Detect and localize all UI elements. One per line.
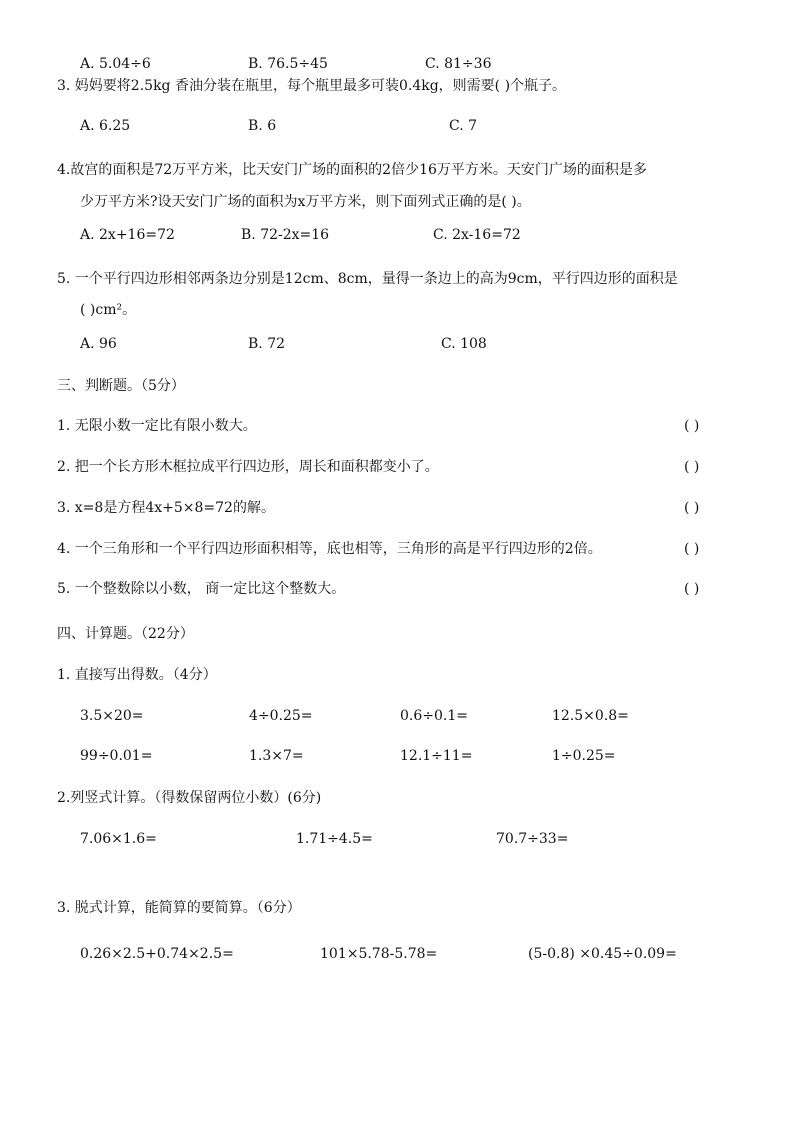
stepwise-calc-item: (5-0.8) ×0.45÷0.09= bbox=[528, 946, 677, 962]
calc-sub2-title: 2.列竖式计算。（得数保留两位小数）(6分) bbox=[57, 790, 322, 806]
judge-answer-5[interactable]: ( ) bbox=[684, 581, 700, 597]
q3-option-b: B. 6 bbox=[248, 118, 277, 134]
q3-option-c: C. 7 bbox=[449, 118, 478, 134]
q3-option-a: A. 6.25 bbox=[80, 118, 131, 134]
q2-option-c: C. 81÷36 bbox=[425, 56, 492, 72]
oral-calc-item: 1÷0.25= bbox=[552, 748, 616, 764]
judge-answer-4[interactable]: ( ) bbox=[684, 541, 700, 557]
judge-answer-3[interactable]: ( ) bbox=[684, 500, 700, 516]
vertical-calc-item: 70.7÷33= bbox=[496, 831, 569, 847]
section3-title: 三、判断题。（5分） bbox=[57, 378, 185, 394]
q4-text-line2: 少万平方米?设天安门广场的面积为x万平方米，则下面列式正确的是( )。 bbox=[80, 194, 531, 210]
oral-calc-item: 12.5×0.8= bbox=[552, 708, 629, 724]
q2-option-a: A. 5.04÷6 bbox=[80, 56, 151, 72]
oral-calc-item: 1.3×7= bbox=[249, 748, 304, 764]
stepwise-calc-item: 0.26×2.5+0.74×2.5= bbox=[80, 946, 234, 962]
oral-calc-item: 12.1÷11= bbox=[400, 748, 473, 764]
q4-option-c: C. 2x-16=72 bbox=[433, 227, 521, 243]
q5-option-b: B. 72 bbox=[248, 336, 286, 352]
q3-text: 3. 妈妈要将2.5kg 香油分装在瓶里，每个瓶里最多可装0.4kg，则需要( )个瓶子。 bbox=[57, 78, 567, 94]
calc-sub1-title: 1. 直接写出得数。（4分） bbox=[57, 667, 217, 683]
stepwise-calc-item: 101×5.78-5.78= bbox=[320, 946, 438, 962]
vertical-calc-item: 1.71÷4.5= bbox=[296, 831, 373, 847]
vertical-calc-item: 7.06×1.6= bbox=[80, 831, 157, 847]
oral-calc-item: 4÷0.25= bbox=[249, 708, 313, 724]
q4-text-line1: 4.故宫的面积是72万平方米，比天安门广场的面积的2倍少16万平方米。天安门广场的面积是多 bbox=[57, 162, 647, 178]
judge-item-5: 5. 一个整数除以小数， 商一定比这个整数大。 bbox=[57, 581, 346, 597]
q5-text-line2: ( )cm²。 bbox=[80, 302, 137, 318]
oral-calc-item: 0.6÷0.1= bbox=[400, 708, 468, 724]
q5-text-line1: 5. 一个平行四边形相邻两条边分别是12cm、8cm，量得一条边上的高为9cm，平行四边形的面积是 bbox=[57, 271, 678, 287]
q5-option-c: C. 108 bbox=[441, 336, 487, 352]
calc-sub3-title: 3. 脱式计算，能简算的要简算。（6分） bbox=[57, 900, 301, 916]
judge-item-2: 2. 把一个长方形木框拉成平行四边形，周长和面积都变小了。 bbox=[57, 459, 439, 475]
section4-title: 四、计算题。（22分） bbox=[57, 626, 194, 642]
oral-calc-item: 99÷0.01= bbox=[80, 748, 153, 764]
q2-option-b: B. 76.5÷45 bbox=[248, 56, 328, 72]
q5-option-a: A. 96 bbox=[80, 336, 117, 352]
judge-item-4: 4. 一个三角形和一个平行四边形面积相等，底也相等，三角形的高是平行四边形的2倍。 bbox=[57, 541, 602, 557]
judge-answer-1[interactable]: ( ) bbox=[684, 418, 700, 434]
judge-item-3: 3. x=8是方程4x+5×8=72的解。 bbox=[57, 500, 275, 516]
q4-option-a: A. 2x+16=72 bbox=[80, 227, 175, 243]
oral-calc-item: 3.5×20= bbox=[80, 708, 144, 724]
judge-answer-2[interactable]: ( ) bbox=[684, 459, 700, 475]
q4-option-b: B. 72-2x=16 bbox=[241, 227, 330, 243]
judge-item-1: 1. 无限小数一定比有限小数大。 bbox=[57, 418, 257, 434]
